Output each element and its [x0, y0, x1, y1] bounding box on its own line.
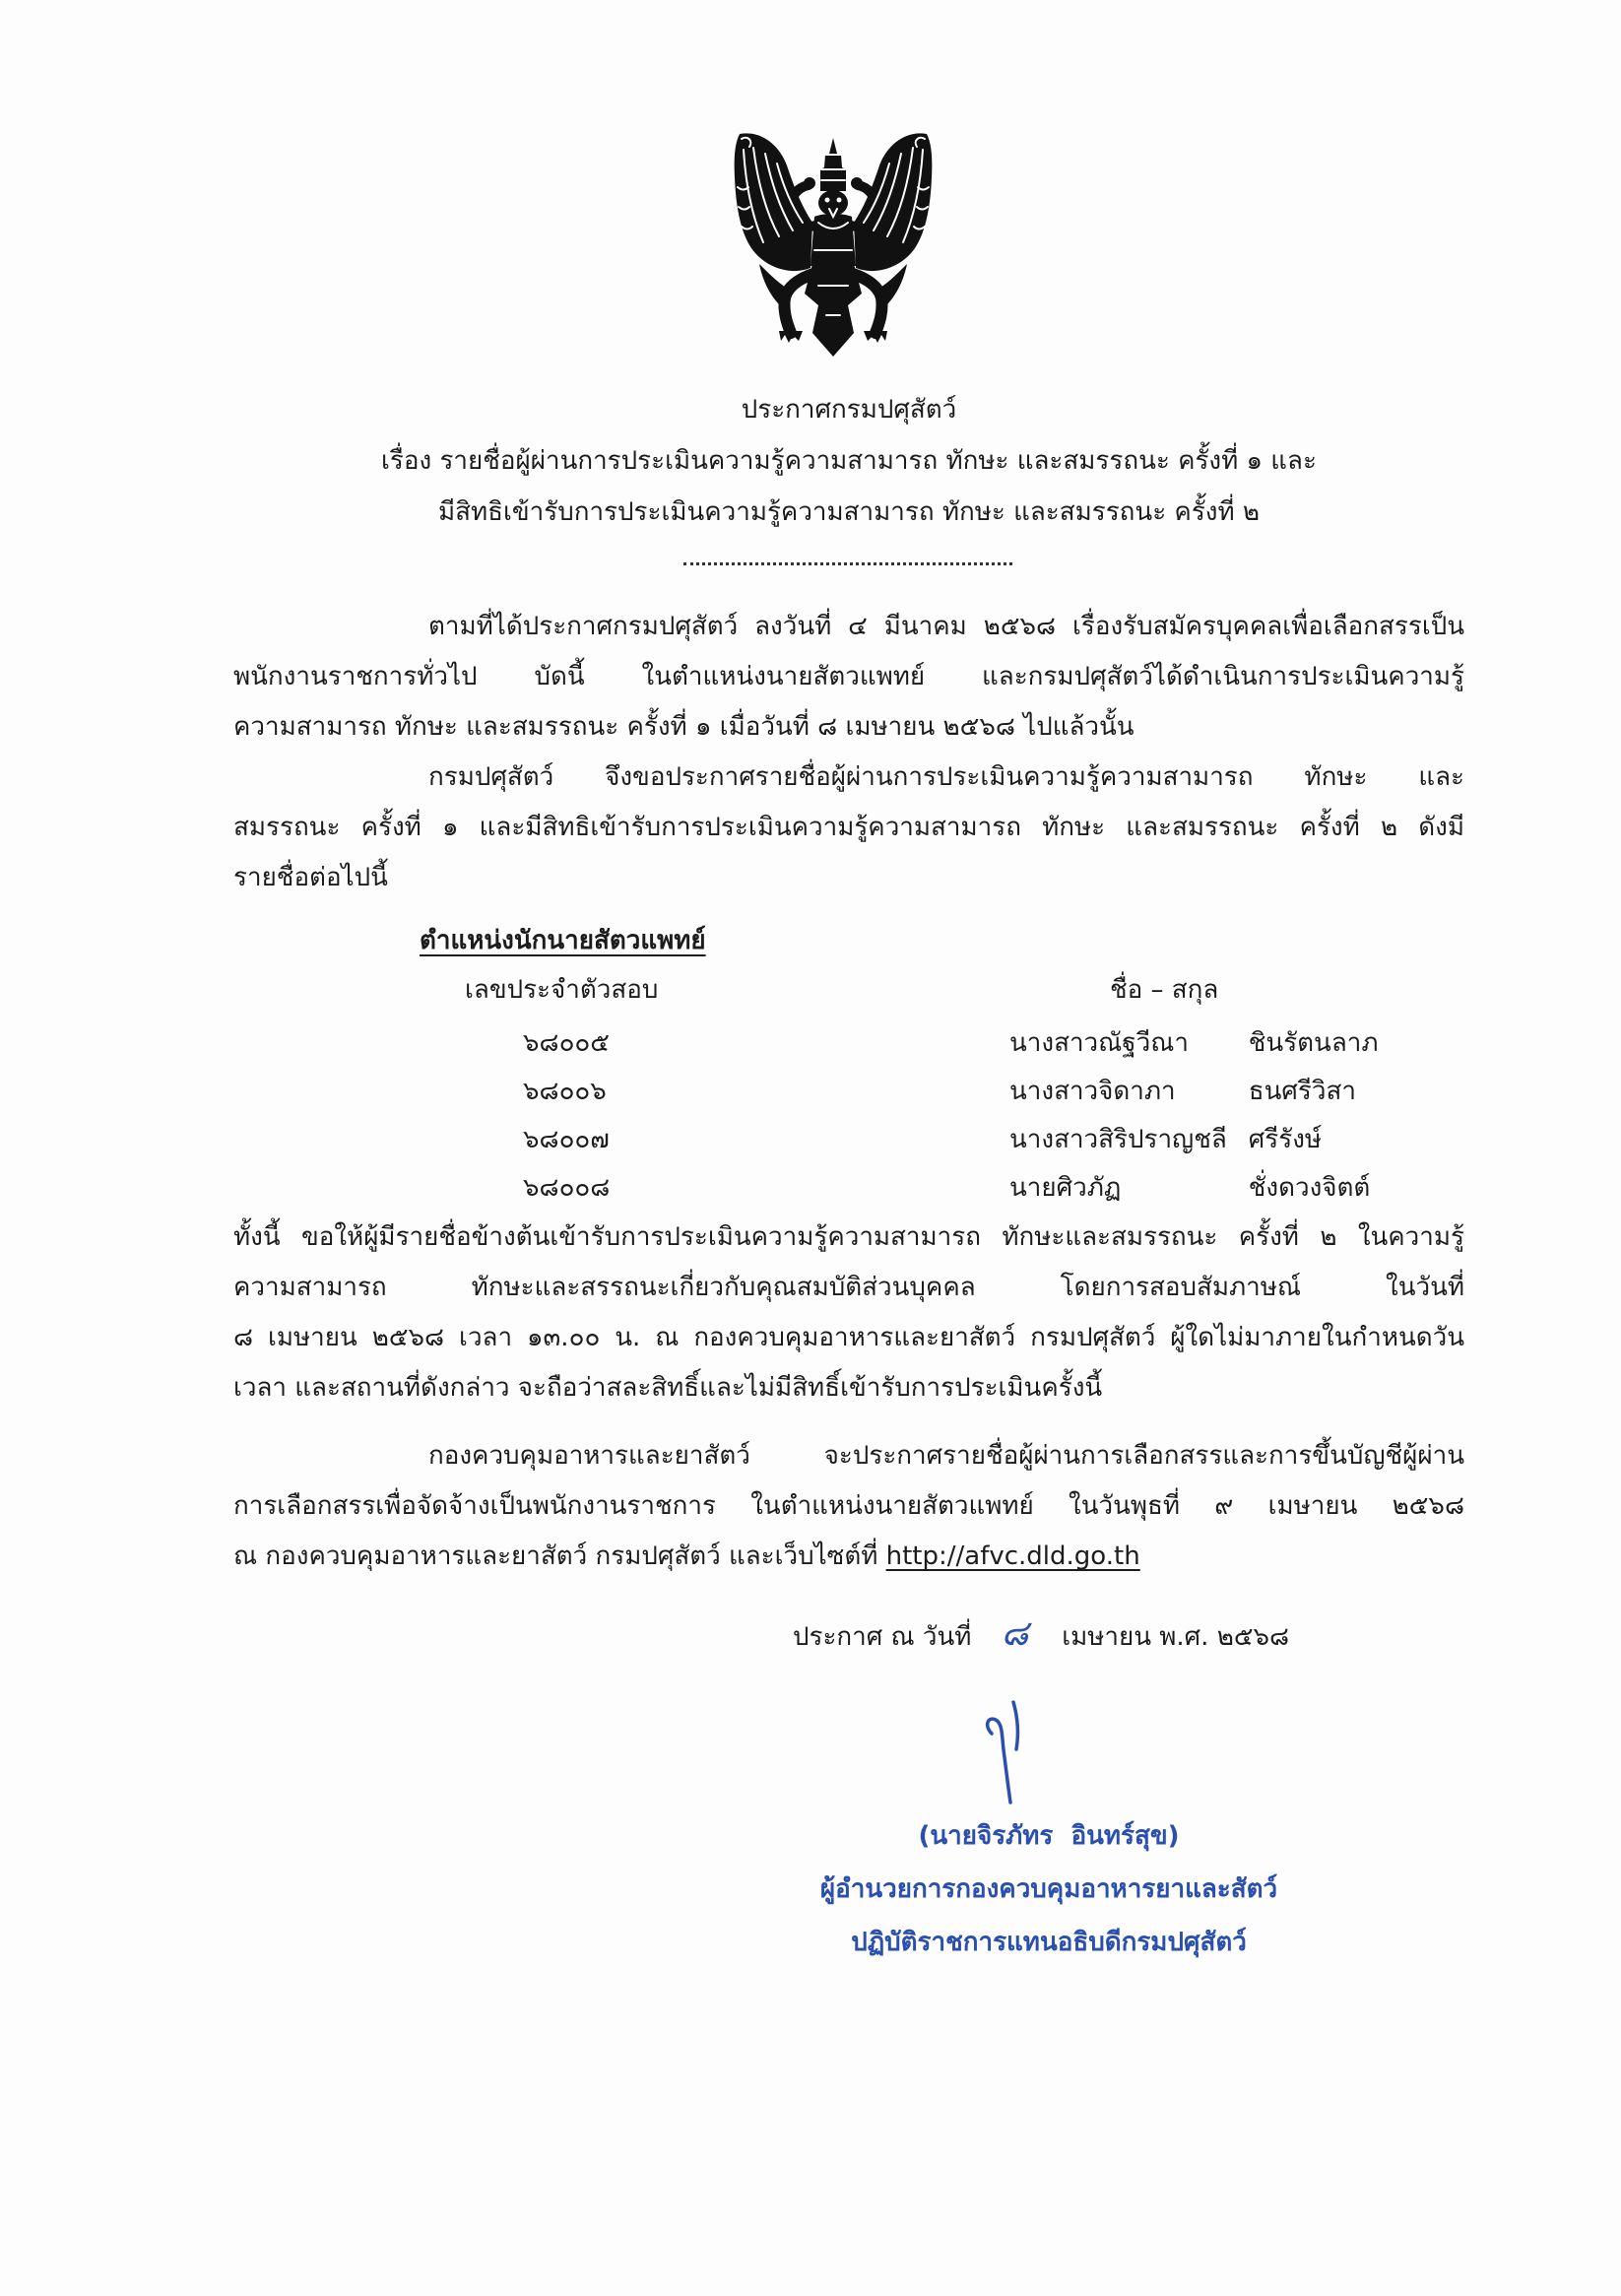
first-name: นางสาวณัฐวีณา: [1009, 1028, 1189, 1058]
announcement-title: ประกาศกรมปศุสัตว์: [741, 395, 957, 425]
header-exam-id: เลขประจำตัวสอบ: [465, 975, 659, 1005]
paragraph-1-line-1: ตามที่ได้ประกาศกรมปศุสัตว์ ลงวันที่ ๔ มีนาคม ๒๕๖๘ เรื่องรับสมัครบุคคลเพื่อเลือกสรรเป็น: [428, 612, 1464, 641]
last-name: ชินรัตนลาภ: [1248, 1028, 1379, 1058]
paragraph-4: [233, 1431, 1464, 1582]
paragraph-2-line-3: รายชื่อต่อไปนี้: [233, 863, 388, 892]
signatory-block: [704, 1809, 1394, 1969]
exam-id: ๖๘๐๐๗: [523, 1125, 610, 1154]
paragraph-1-line-3: ความสามารถ ทักษะ และสมรรถนะ ครั้งที่ ๑ เมื่อวันที่ ๘ เมษายน ๒๕๖๘ ไปแล้วนั้น: [233, 712, 1135, 742]
paragraph-1-line-2: พนักงานราชการทั่วไป บัดนี้ ในตำแหน่งนายสัตวแพทย์ และกรมปศุสัตว์ได้ดำเนินการประเมินความรู้: [233, 662, 1464, 691]
subject-line-1: เรื่อง รายชื่อผู้ผ่านการประเมินความรู้ความสามารถ ทักษะ และสมรรถนะ ครั้งที่ ๑ และ: [381, 446, 1317, 476]
paragraph-2: [233, 753, 1464, 903]
paragraph-2-line-2: สมรรถนะ ครั้งที่ ๑ และมีสิทธิเข้ารับการประเมินความรู้ความสามารถ ทักษะ และสมรรถนะ ครั้งที่ ๒ ดังมี: [233, 813, 1464, 842]
exam-id: ๖๘๐๐๘: [523, 1173, 611, 1203]
last-name: ชั่งดวงจิตต์: [1248, 1173, 1371, 1203]
paragraph-3-line-4: เวลา และสถานที่ดังกล่าว จะถือว่าสละสิทธิ์และไม่มีสิทธิ์เข้ารับการประเมินครั้งนี้: [233, 1373, 1103, 1403]
signatory-name: (นายจิรภัทร อินทร์สุข): [918, 1821, 1180, 1851]
handwritten-day: ๘: [1001, 1613, 1029, 1654]
dotted-separator: [683, 562, 1012, 565]
date-suffix: เมษายน พ.ศ. ๒๕๖๘: [1062, 1622, 1290, 1652]
last-name: ศรีรังษ์: [1248, 1125, 1323, 1154]
paragraph-2-line-1: กรมปศุสัตว์ จึงขอประกาศรายชื่อผู้ผ่านการประเมินความรู้ความสามารถ ทักษะ และ: [428, 762, 1464, 792]
exam-id: ๖๘๐๐๖: [523, 1077, 607, 1106]
paragraph-3-line-2: ความสามารถ ทักษะและสรรถนะเกี่ยวกับคุณสมบัติส่วนบุคคล โดยการสอบสัมภาษณ์ ในวันที่: [233, 1273, 1464, 1302]
header-full-name: ชื่อ – สกุล: [1110, 975, 1219, 1005]
paragraph-4-line-2: การเลือกสรรเพื่อจัดจ้างเป็นพนักงานราชการ ในตำแหน่งนายสัตวแพทย์ ในวันพุธที่ ๙ เมษายน ๒๕๖๘: [233, 1491, 1464, 1521]
signature-scribble: [980, 1698, 1039, 1806]
first-name: นายศิวภัฏ: [1009, 1173, 1122, 1203]
paragraph-3-line-3: ๘ เมษายน ๒๕๖๘ เวลา ๑๓.๐๐ น. ณ กองควบคุมอาหารและยาสัตว์ กรมปศุสัตว์ ผู้ใดไม่มาภายในกำหนดวัน: [233, 1323, 1464, 1352]
subject-line-2: มีสิทธิเข้ารับการประเมินความรู้ความสามารถ ทักษะ และสมรรถนะ ครั้งที่ ๒: [437, 497, 1261, 527]
candidate-table: [233, 1019, 1464, 1213]
announcement-header: [233, 384, 1464, 538]
signatory-position: ผู้อำนวยการกองควบคุมอาหารยาและสัตว์: [819, 1874, 1278, 1904]
garuda-emblem-icon: [730, 128, 937, 360]
paragraph-4-line-1: กองควบคุมอาหารและยาสัตว์ จะประกาศรายชื่อผู้ผ่านการเลือกสรรและการขึ้นบัญชีผู้ผ่าน: [428, 1441, 1464, 1471]
date-prefix: ประกาศ ณ วันที่: [793, 1622, 972, 1652]
paragraph-3: [233, 1213, 1464, 1413]
document-body: [233, 0, 1464, 1969]
announcement-date: [233, 1609, 1464, 1662]
paragraph-1: [233, 602, 1464, 753]
signatory-acting: ปฏิบัติราชการแทนอธิบดีกรมปศุสัตว์: [851, 1928, 1247, 1957]
website-link[interactable]: http://afvc.dld.go.th: [885, 1542, 1140, 1571]
first-name: นางสาวจิดาภา: [1009, 1077, 1176, 1106]
position-heading: ตำแหน่งนักนายสัตวแพทย์: [420, 926, 706, 955]
candidate-table-header: [233, 965, 1464, 1015]
first-name: นางสาวสิริปราญชลี: [1009, 1125, 1227, 1154]
paragraph-4-line-3-text: ณ กองควบคุมอาหารและยาสัตว์ กรมปศุสัตว์ และเว็บไซต์ที่: [233, 1542, 886, 1571]
paragraph-3-line-1: ทั้งนี้ ขอให้ผู้มีรายชื่อข้างต้นเข้ารับการประเมินความรู้ความสามารถ ทักษะและสมรรถนะ ครั้งที่ ๒ ในความรู้: [233, 1222, 1464, 1252]
paragraph-4-line-3: [233, 1532, 1464, 1582]
last-name: ธนศรีวิสา: [1248, 1077, 1356, 1106]
exam-id: ๖๘๐๐๕: [523, 1028, 610, 1058]
